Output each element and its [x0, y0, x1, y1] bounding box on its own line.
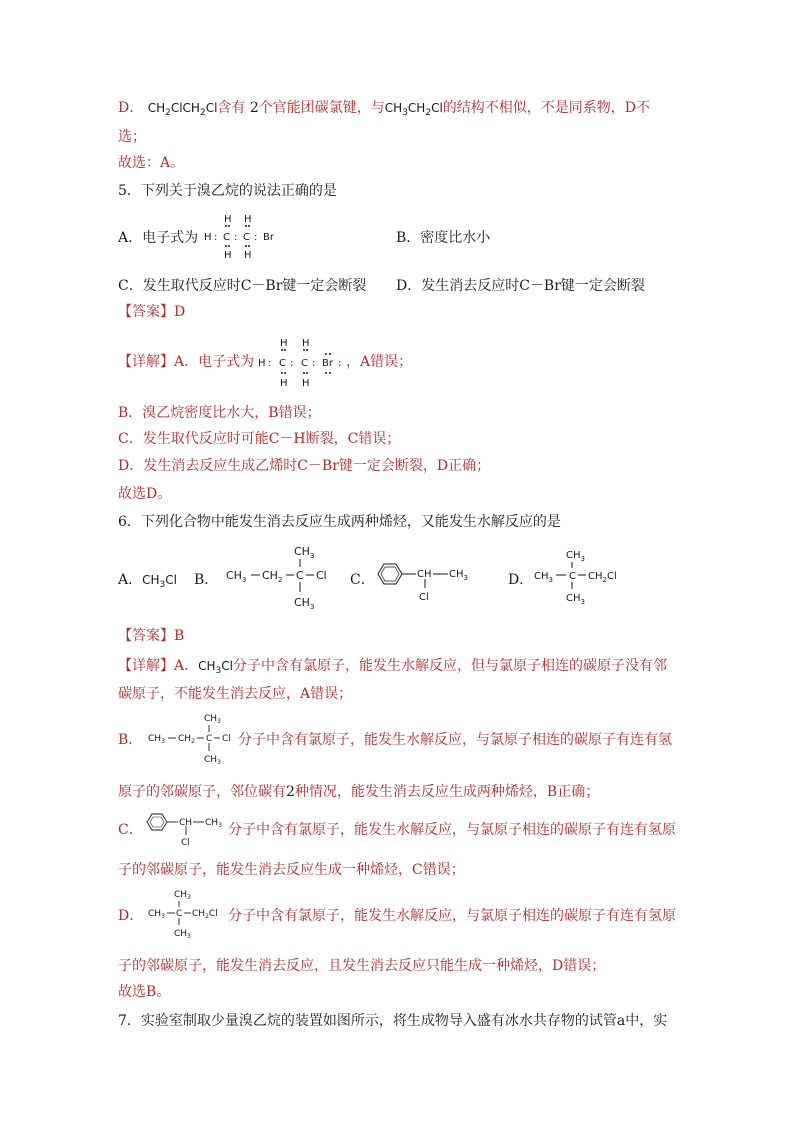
svg-text:C: C [569, 571, 576, 582]
q6-detail-b-line1: 分子中含有氯原子，能发生水解反应，与氯原子相连的碳原子有连有氢 [238, 732, 672, 748]
svg-text:CH2Cl: $CH_2Cl$ [588, 571, 617, 584]
q5-detail-lewis [254, 333, 350, 391]
svg-text:C: C [296, 569, 304, 582]
q5-question: 5．下列关于溴乙烷的说法正确的是 [118, 183, 337, 199]
q6-detail-d-structure [146, 886, 232, 942]
q6-detail-a-line2: 碳原子，不能发生消去反应，A错误； [118, 686, 353, 702]
svg-text:CH: CH [179, 818, 193, 828]
q6-detail-b-line2: 原子的邻碳原子，邻位碳有2种情况，能发生消去反应生成两种烯烃，B正确； [118, 784, 600, 800]
lewis-colon-3: : [254, 232, 258, 243]
q6-option-d-label: D． [508, 572, 534, 588]
q5-detail-d: D．发生消去反应生成乙烯时C－Br键一定会断裂，D正确； [118, 458, 491, 474]
lewis-br: Br [263, 232, 274, 243]
q4-formula-ch3ch2cl: $CH_3CH_2Cl$ [384, 101, 443, 118]
q5-option-c: C．发生取代反应时C－Br键一定会断裂 [118, 278, 367, 294]
lewis-colon-1: : [214, 232, 218, 243]
q4-formula-ch2clch2cl: $CH_2ClCH_2Cl$ [147, 101, 218, 118]
svg-text:Cl: Cl [222, 734, 231, 744]
svg-text:CH2: $CH_2$ [262, 569, 283, 584]
q5-option-d: D．发生消去反应时C－Br键一定会断裂 [396, 278, 645, 294]
svg-text:H: H [280, 338, 288, 349]
q6-option-b-structure [224, 540, 336, 612]
svg-text:H: H [302, 378, 310, 389]
svg-text:CH2: $CH_2$ [178, 734, 195, 745]
svg-text:CH3: $CH_3$ [534, 571, 553, 584]
svg-text:CH3: $CH_3$ [294, 596, 315, 611]
svg-text:Br: Br [322, 358, 333, 369]
svg-text:H: H [280, 378, 288, 389]
q6-answer: 【答案】B [118, 628, 185, 644]
q6-detail-d-line1: 分子中含有氯原子，能发生水解反应，与氯原子相连的碳原子有连有氢原 [228, 908, 676, 924]
svg-text:CH: CH [417, 569, 432, 580]
svg-text:C: C [206, 734, 213, 744]
q6-question: 6．下列化合物中能发生消去反应生成两种烯烃，又能发生水解反应的是 [118, 514, 561, 530]
q4-conclusion: 故选：A。 [118, 155, 185, 171]
svg-text:CH3: $CH_3$ [294, 545, 315, 560]
svg-text:C: C [279, 358, 286, 369]
svg-text::: : [290, 358, 294, 369]
lewis-h-top-2: H [244, 214, 252, 225]
svg-text:Cl: Cl [316, 569, 327, 582]
q5-conclusion: 故选D。 [118, 486, 172, 502]
q4-option-d-line1: D． $CH_2ClCH_2Cl$含有 2个官能团碳氯键，与$CH_3CH_2Cl$的结构不相似，不是同系物，D不 [118, 100, 651, 118]
q6-option-d-structure [532, 544, 644, 606]
q6-option-b-label: B． [194, 572, 219, 588]
lewis-c-2: C [243, 232, 250, 243]
svg-text:H: H [302, 338, 310, 349]
svg-text:CH2Cl: $CH_2Cl$ [192, 909, 218, 920]
svg-text::: : [338, 358, 342, 369]
lewis-h-left: H [204, 232, 212, 243]
svg-text:CH3: $CH_3$ [148, 909, 165, 920]
q6-conclusion: 故选B。 [118, 984, 171, 1000]
q6-detail-c-line1: 分子中含有氯原子，能发生水解反应，与氯原子相连的碳原子有连有氢原 [228, 822, 676, 838]
svg-text:H: H [258, 358, 266, 369]
svg-text:CH3: $CH_3$ [566, 593, 585, 606]
svg-text:C: C [301, 358, 308, 369]
svg-text:C: C [176, 909, 183, 919]
svg-text:Cl: Cl [419, 592, 429, 603]
q5-detail-c: C．发生取代反应时可能C－H断裂，C错误； [118, 431, 401, 447]
q6-detail-b-prefix: B． [118, 732, 143, 748]
lewis-colon-2: : [234, 232, 238, 243]
lewis-h-bottom-2: H [244, 250, 252, 261]
svg-text:CH3: $CH_3$ [205, 818, 222, 829]
q6-detail-c-prefix: C． [118, 822, 143, 838]
q5-option-b: B．密度比水小 [396, 230, 491, 246]
q6-detail-d-prefix: D． [118, 908, 144, 924]
q6-option-c-label: C． [350, 572, 375, 588]
svg-text::: : [268, 358, 272, 369]
q5-option-a-label: A．电子式为 [118, 230, 199, 246]
q5-detail-b: B．溴乙烷密度比水大，B错误； [118, 405, 321, 421]
svg-text:CH3: $CH_3$ [204, 714, 221, 725]
svg-text:Cl: Cl [181, 838, 190, 848]
q6-detail-d-line2: 子的邻碳原子，能发生消去反应，且发生消去反应只能生成一种烯烃，D错误； [118, 958, 606, 974]
svg-text:CH3: $CH_3$ [566, 550, 585, 563]
q6-option-c-structure [372, 558, 476, 604]
lewis-h-bottom-1: H [224, 250, 232, 261]
q5-option-a-lewis [198, 208, 288, 264]
q4-option-d-line2: 选； [118, 129, 146, 145]
svg-text:CH3: $CH_3$ [449, 569, 468, 582]
q6-detail-b-structure [146, 710, 238, 766]
q5-detail-a: 【详解】A．电子式为 [118, 354, 255, 370]
svg-text:CH3: $CH_3$ [148, 734, 165, 745]
svg-text:CH3: $CH_3$ [174, 890, 191, 901]
q5-answer: 【答案】D [118, 304, 186, 320]
q6-option-a: A．$CH_3Cl$ [118, 572, 177, 590]
q6-detail-c-line2: 子的邻碳原子，能发生消去反应生成一种烯烃，C错误； [118, 862, 465, 878]
lewis-c-1: C [223, 232, 230, 243]
svg-text:CH3: $CH_3$ [226, 569, 247, 584]
svg-text:CH3: $CH_3$ [204, 755, 221, 766]
svg-text::: : [312, 358, 316, 369]
q5-detail-a-suffix: ，A错误； [346, 354, 413, 370]
q7-question: 7．实验室制取少量溴乙烷的装置如图所示，将生成物导入盛有冰水共存物的试管a中，实 [118, 1013, 668, 1029]
q6-detail-c-structure [142, 810, 230, 848]
svg-text:CH3: $CH_3$ [174, 929, 191, 940]
lewis-h-top-1: H [224, 214, 232, 225]
q6-detail-a-line1: 【详解】A．$CH_3Cl$分子中含有氯原子，能发生水解反应，但与氯原子相连的碳原子没有邻 [118, 658, 667, 676]
